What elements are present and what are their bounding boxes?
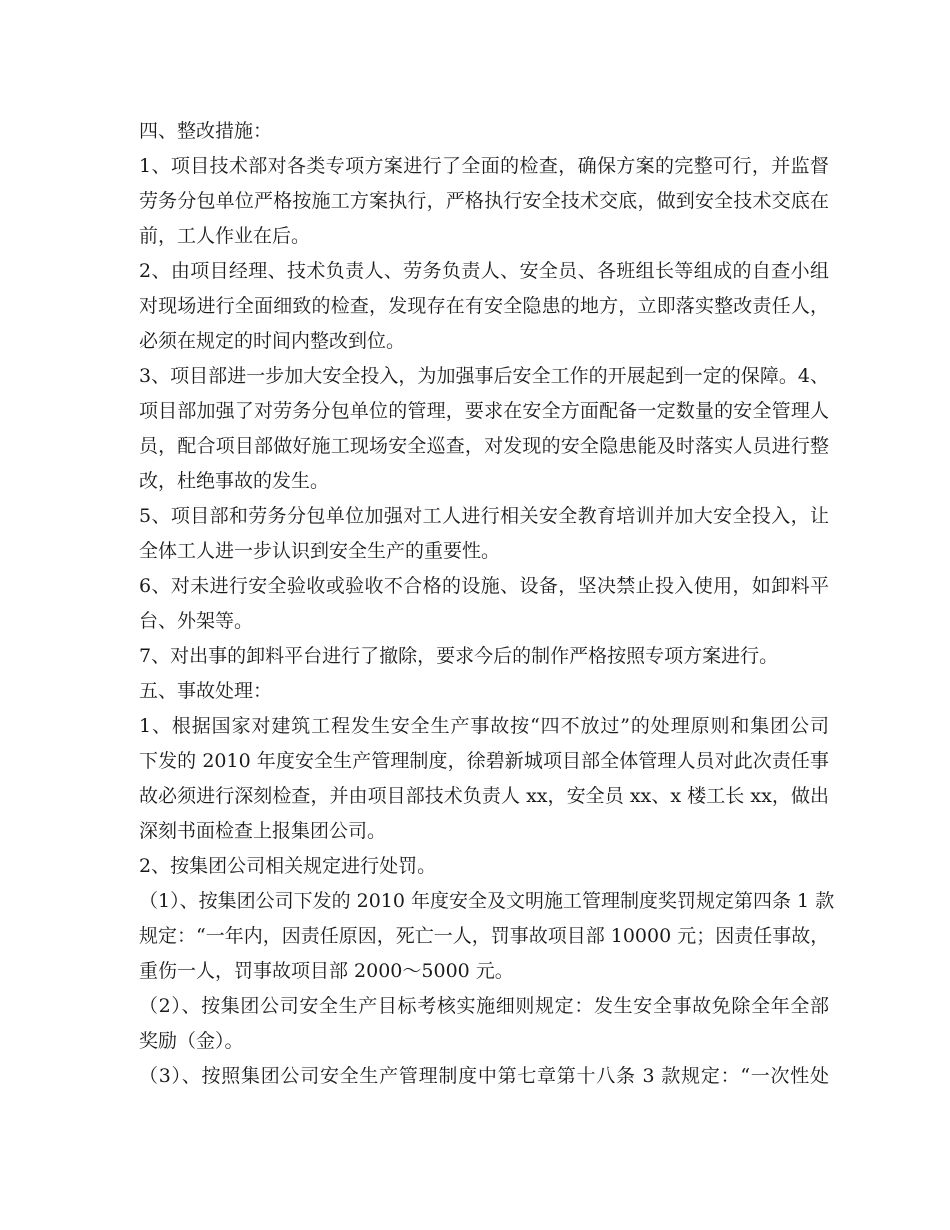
text-line: 2、按集团公司相关规定进行处罚。 bbox=[139, 855, 437, 877]
text-line: 员，配合项目部做好施工现场安全巡查，对发现的安全隐患能及时落实人员进行整 bbox=[139, 435, 829, 457]
text-line: 3、项目部进一步加大安全投入，为加强事后安全工作的开展起到一定的保障。4、 bbox=[139, 365, 829, 387]
text-line: 下发的 2010 年度安全生产管理制度，徐碧新城项目部全体管理人员对此次责任事 bbox=[139, 750, 829, 772]
text-line: 对现场进行全面细致的检查，发现存在有安全隐患的地方，立即落实整改责任人， bbox=[139, 295, 829, 317]
text-line: （3）、按照集团公司安全生产管理制度中第七章第十八条 3 款规定：“一次性处 bbox=[139, 1065, 829, 1087]
section-heading: 五、事故处理： bbox=[139, 680, 273, 702]
section-heading: 四、整改措施： bbox=[139, 120, 273, 142]
text-line: 2、由项目经理、技术负责人、劳务负责人、安全员、各班组长等组成的自查小组 bbox=[139, 260, 829, 282]
text-line: 项目部加强了对劳务分包单位的管理，要求在安全方面配备一定数量的安全管理人 bbox=[139, 400, 829, 422]
text-line: 全体工人进一步认识到安全生产的重要性。 bbox=[139, 540, 501, 562]
text-line: 重伤一人，罚事故项目部 2000～5000 元。 bbox=[139, 960, 514, 982]
text-line: 劳务分包单位严格按施工方案执行，严格执行安全技术交底，做到安全技术交底在 bbox=[139, 190, 829, 212]
text-line: 故必须进行深刻检查，并由项目部技术负责人 xx，安全员 xx、x 楼工长 xx，做出 bbox=[139, 785, 829, 807]
text-line: 台、外架等。 bbox=[139, 610, 254, 632]
text-line: （1）、按集团公司下发的 2010 年度安全及文明施工管理制度奖罚规定第四条 1 款 bbox=[139, 890, 835, 912]
text-line: 规定：“一年内，因责任原因，死亡一人，罚事故项目部 10000 元；因责任事故， bbox=[139, 925, 830, 947]
text-line: 奖励（金）。 bbox=[139, 1030, 244, 1052]
text-line: （2）、按集团公司安全生产目标考核实施细则规定：发生安全事故免除全年全部 bbox=[139, 995, 829, 1017]
text-line: 6、对未进行安全验收或验收不合格的设施、设备，坚决禁止投入使用，如卸料平 bbox=[139, 575, 829, 597]
text-line: 深刻书面检查上报集团公司。 bbox=[139, 820, 387, 842]
text-line: 1、项目技术部对各类专项方案进行了全面的检查，确保方案的完整可行，并监督 bbox=[139, 155, 829, 177]
text-line: 必须在规定的时间内整改到位。 bbox=[139, 330, 406, 352]
text-line: 前，工人作业在后。 bbox=[139, 225, 311, 247]
text-line: 5、项目部和劳务分包单位加强对工人进行相关安全教育培训并加大安全投入，让 bbox=[139, 505, 829, 527]
text-line: 7、对出事的卸料平台进行了撤除，要求今后的制作严格按照专项方案进行。 bbox=[139, 645, 779, 667]
text-line: 1、根据国家对建筑工程发生安全生产事故按“四不放过”的处理原则和集团公司 bbox=[139, 715, 829, 737]
text-line: 改，杜绝事故的发生。 bbox=[139, 470, 330, 492]
